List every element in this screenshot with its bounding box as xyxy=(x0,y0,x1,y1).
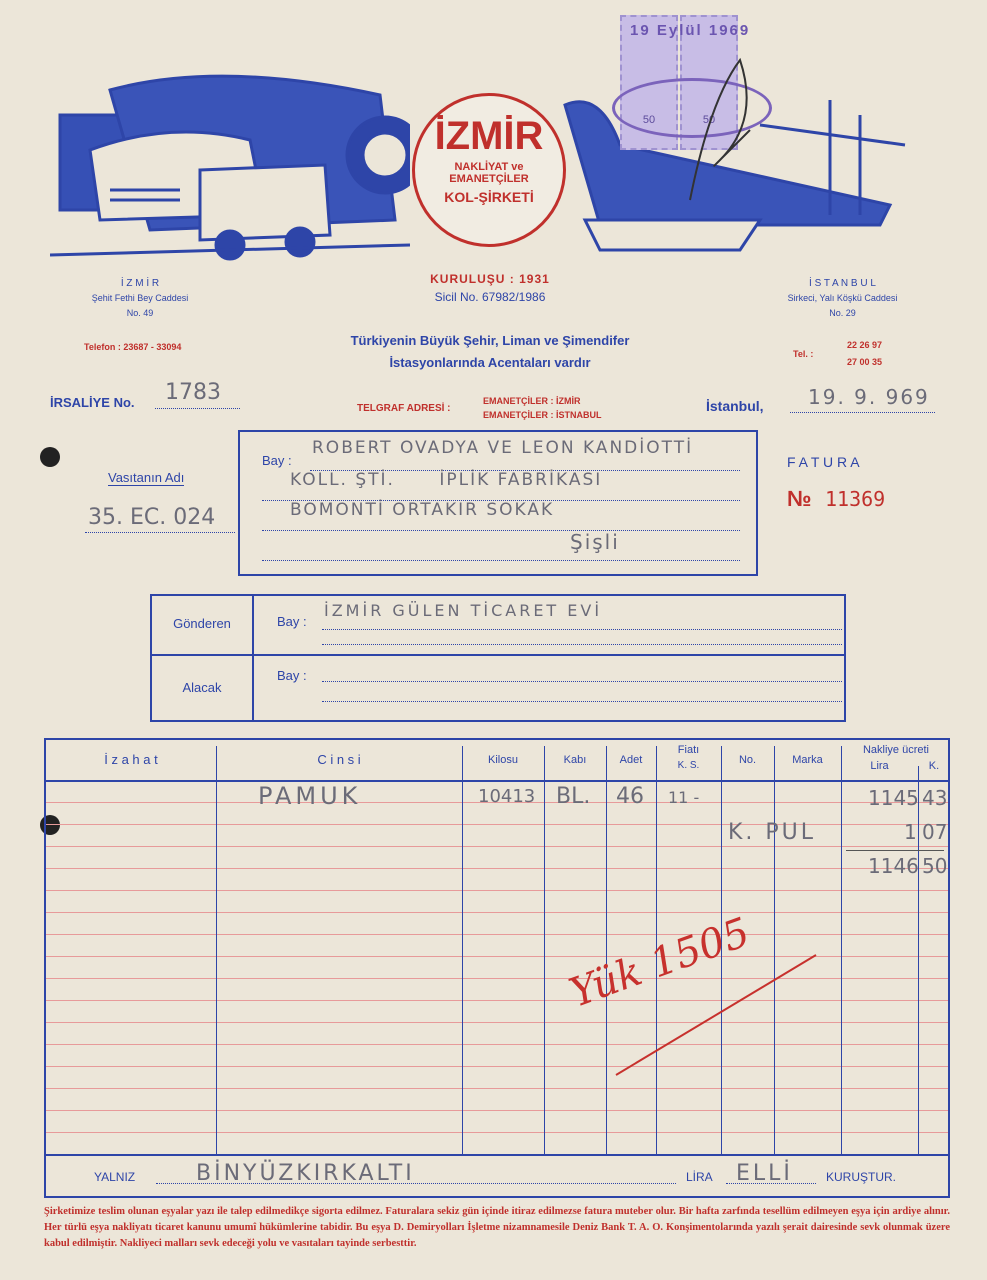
istanbul-city: İ S T A N B U L xyxy=(809,278,876,289)
recipient-line3: BOMONTİ ORTAKIR SOKAK xyxy=(290,500,555,520)
header-izahat: İ z a h a t xyxy=(104,752,158,767)
founded: KURULUŞU : 1931 xyxy=(430,272,550,286)
receiver-line xyxy=(322,681,842,682)
items-table xyxy=(44,738,950,1198)
irsaliye-line xyxy=(155,408,240,409)
cell-lira-2: 1 xyxy=(904,820,917,844)
total-lira: 1146 xyxy=(868,854,919,878)
ruled-line xyxy=(46,846,948,847)
company-logo xyxy=(412,93,566,247)
vehicle-label: Vasıtanın Adı xyxy=(108,470,185,485)
cell-kurus: 43 xyxy=(922,786,948,810)
header-no: No. xyxy=(738,754,757,766)
slogan-line2: İstasyonlarında Acentaları vardır xyxy=(389,355,591,370)
date-line xyxy=(790,412,935,413)
note-underline-stroke xyxy=(606,945,826,1085)
recipient-line2: KOLL. ŞTİ. İPLİK FABRİKASI xyxy=(290,470,603,490)
izmir-office xyxy=(80,278,200,318)
header-fiati: Fiatı xyxy=(677,744,700,756)
parties-box xyxy=(150,594,846,722)
terms-text: Şirketimize teslim olunan eşyalar yazı ile talep edilmedikçe sigorta edilmez. Faturalara sekiz gün içinde itiraz edilmezse fatura muteber olur. Bir hafta zarfında tesellüm edilmeyen eşya için ardiye alınır. Her türlü eşya nakliyatı ticaret kanunu umumî hükümlerine tabidir. Bu eşya D. Demiryolları İşletme nizamnamesile Deniz Bank T. A. O. Konşimentolarında yazılı şerait dairesinde sevk olunmak üzere kabul edilmiştir. Nakliyeci malları sevk edeceği yolu ve vasıtaları tayinde serbesttir. xyxy=(44,1206,950,1249)
istanbul-tel-label: Tel. : xyxy=(793,349,814,359)
telgraf-line2: EMANETÇİLER : İSTNABUL xyxy=(483,410,602,420)
header-underline xyxy=(46,780,948,782)
sender-bay-label: Bay : xyxy=(277,614,307,629)
header-marka: Marka xyxy=(792,754,823,766)
stamp-value: 50 xyxy=(642,114,656,126)
signature-mark xyxy=(670,40,780,210)
col-divider xyxy=(216,746,217,1156)
izmir-phone: Telefon : 23687 - 33094 xyxy=(84,342,182,352)
ruled-line xyxy=(46,1132,948,1133)
cell-fiati: 11 - xyxy=(668,788,700,807)
kurus-label: KURUŞTUR. xyxy=(826,1170,897,1184)
handwritten-note: Yük 1505 xyxy=(563,909,756,1017)
sender-label: Gönderen xyxy=(173,616,231,631)
ruled-line xyxy=(46,912,948,913)
sender-line-2 xyxy=(322,644,842,645)
kurus-words: ELLİ xyxy=(736,1161,793,1186)
date-cancel-stamp: 19 Eylül 1969 xyxy=(630,22,751,39)
fatura-label: F A T U R A xyxy=(787,454,860,470)
recipient-line xyxy=(262,560,740,561)
col-divider-kurus xyxy=(918,766,919,1156)
cell-marka: K. PUL xyxy=(728,820,817,845)
lira-label: LİRA xyxy=(686,1170,713,1184)
telgraf-label: TELGRAF ADRESİ : xyxy=(357,403,451,414)
cell-kabi: BL. xyxy=(556,784,591,809)
cell-cinsi: PAMUK xyxy=(258,782,362,810)
col-divider xyxy=(462,746,463,1156)
izmir-no: No. 49 xyxy=(126,308,154,318)
punch-hole xyxy=(40,447,60,467)
header-kabi: Kabı xyxy=(563,754,587,766)
ruled-line xyxy=(46,1110,948,1111)
ruled-line xyxy=(46,1088,948,1089)
recipient-box xyxy=(238,430,758,576)
header-kilosu: Kilosu xyxy=(488,754,518,766)
istanbul-phone1: 22 26 97 xyxy=(847,340,883,350)
footer-divider xyxy=(46,1154,948,1156)
header-cinsi: C i n s i xyxy=(317,752,361,767)
istanbul-phone2: 27 00 35 xyxy=(847,357,883,367)
recipient-line xyxy=(262,530,740,531)
istanbul-street: Sirkeci, Yalı Köşkü Caddesi xyxy=(787,293,898,303)
amount-words: BİNYÜZKIRKALTI xyxy=(196,1161,415,1186)
istanbul-no: No. 29 xyxy=(829,308,856,318)
header-adet: Adet xyxy=(619,754,643,766)
header-nakliye: Nakliye ücreti xyxy=(862,744,930,756)
ruled-line xyxy=(46,890,948,891)
recipient-line4: Şişli xyxy=(570,530,620,554)
izmir-city: İ Z M İ R xyxy=(120,278,160,289)
col-divider xyxy=(841,746,842,1156)
logo-line2: KOL-ŞİRKETİ xyxy=(444,189,534,205)
yalniz-label: YALNIZ xyxy=(94,1170,136,1184)
stamp-value: 50 xyxy=(702,114,716,126)
registry: Sicil No. 67982/1986 xyxy=(434,290,546,304)
vehicle-value: 35. EC. 024 xyxy=(88,505,216,530)
ruled-line xyxy=(46,868,948,869)
date-value: 19. 9. 969 xyxy=(808,385,930,409)
irsaliye-value: 1783 xyxy=(165,380,221,405)
parties-divider-h xyxy=(152,654,844,656)
sender-line xyxy=(322,629,842,630)
cell-kilosu: 10413 xyxy=(478,786,536,807)
sender-value: İZMİR GÜLEN TİCARET EVİ xyxy=(324,601,603,620)
irsaliye-label: İRSALİYE No. xyxy=(50,395,135,410)
fatura-no-sign: № xyxy=(787,486,812,511)
city-label: İstanbul, xyxy=(706,398,764,414)
receiver-bay-label: Bay : xyxy=(277,668,307,683)
total-underline xyxy=(846,850,944,851)
ruled-line xyxy=(46,934,948,935)
cell-adet: 46 xyxy=(616,784,644,809)
slogan-line1: Türkiyenin Büyük Şehir, Liman ve Şimendifer xyxy=(350,333,630,348)
cell-lira: 1145 xyxy=(868,786,919,810)
logo-city: İZMİR xyxy=(434,114,544,158)
telgraf-line1: EMANETÇİLER : İZMİR xyxy=(483,396,581,406)
logo-line1: NAKLİYAT ve EMANETÇİLER xyxy=(449,161,529,185)
recipient-line1: ROBERT OVADYA VE LEON KANDİOTTİ xyxy=(312,438,694,458)
header-k: K. xyxy=(928,760,940,772)
header-lira: Lira xyxy=(870,760,889,772)
header-fiati-ks: K. S. xyxy=(677,760,700,771)
total-kurus: 50 xyxy=(922,854,948,878)
receiver-label: Alacak xyxy=(182,680,222,695)
recipient-bay-label: Bay : xyxy=(262,453,292,468)
parties-divider-v xyxy=(252,596,254,720)
vehicle-line xyxy=(85,532,235,533)
istanbul-office xyxy=(775,278,910,318)
fatura-number: 11369 xyxy=(825,487,886,511)
izmir-street: Şehit Fethi Bey Caddesi xyxy=(91,293,189,303)
col-divider xyxy=(544,746,545,1156)
train-truck-illustration xyxy=(50,60,410,265)
receiver-line-2 xyxy=(322,701,842,702)
cell-kurus-2: 07 xyxy=(922,820,948,844)
